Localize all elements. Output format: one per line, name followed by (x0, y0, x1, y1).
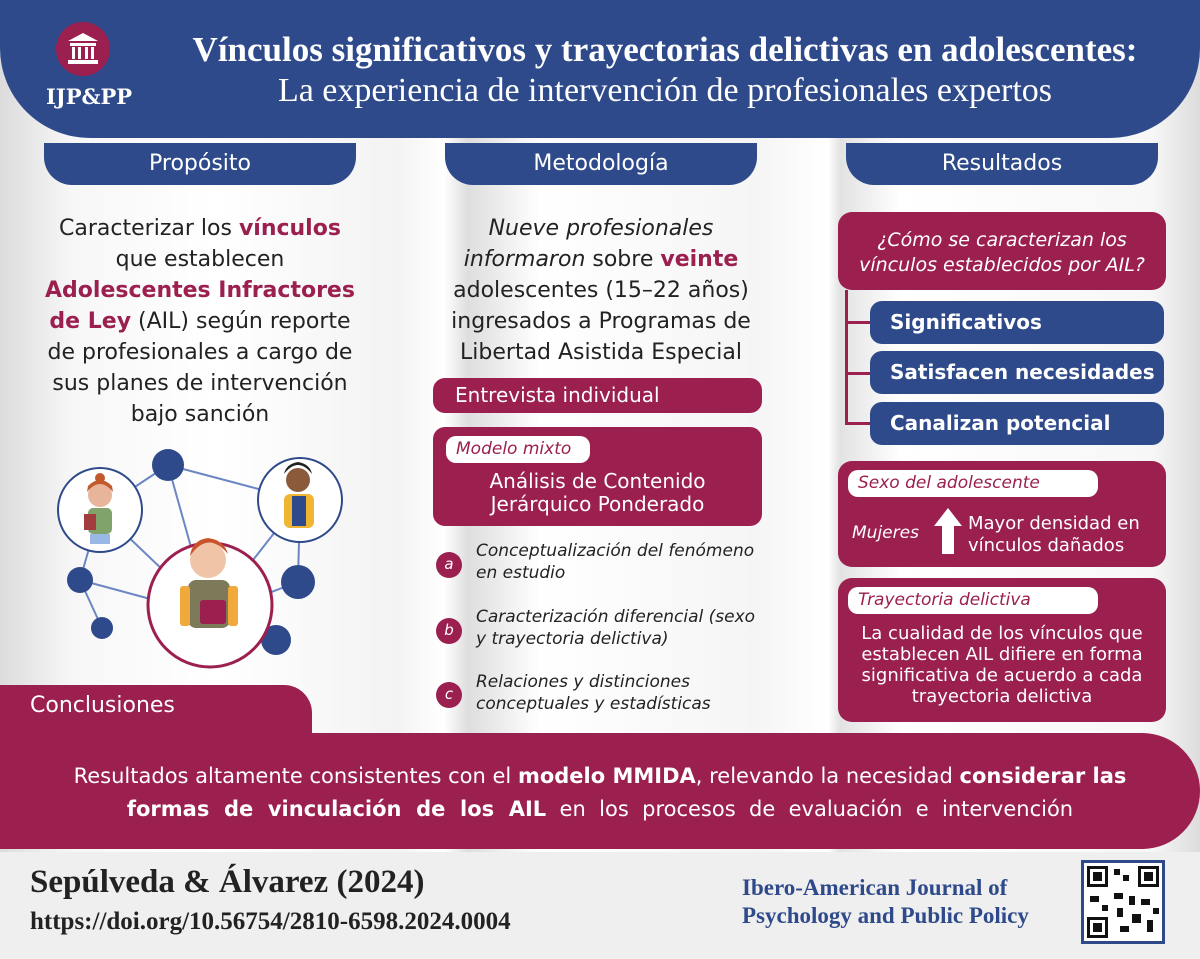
metodologia-l2c: veinte (660, 247, 739, 272)
conclusiones-text (0, 760, 1200, 826)
question-text (838, 228, 1166, 278)
mujeres-label: Mujeres (852, 523, 919, 543)
proposito-t9: bajo sanción (130, 402, 270, 427)
result-item-satisfacen: Satisfacen necesidades (870, 351, 1164, 394)
step-c-bullet: c (436, 682, 462, 708)
modelo-l1: Análisis de Contenido (489, 469, 706, 493)
network-node (67, 567, 93, 593)
modelo-label: Modelo mixto (446, 436, 590, 463)
journal-l2: Psychology and Public Policy (742, 903, 1029, 928)
metodologia-l3: adolescentes (15–22 años) (453, 278, 749, 303)
boy-avatar-center (148, 538, 272, 667)
network-node (281, 565, 315, 599)
sexo-result (968, 513, 1158, 557)
proposito-t4: Adolescentes Infractores (45, 278, 355, 303)
conclusiones-tab: Conclusiones (30, 693, 175, 718)
journal-l1: Ibero-American Journal of (742, 875, 1008, 900)
logo-text: IJP&PP (45, 84, 133, 109)
footer-doi[interactable]: https://doi.org/10.56754/2810-6598.2024.0004 (30, 908, 511, 935)
step-b-l2: y trayectoria delictiva) (476, 629, 669, 649)
title-line-1: Vínculos significativos y trayectorias delictivas en adolescentes: (192, 30, 1138, 69)
footer-journal (742, 874, 1029, 930)
concl-b1: formas de vinculación de los AIL (126, 797, 547, 821)
qr-code-icon (1084, 863, 1162, 941)
proposito-text (24, 213, 376, 430)
network-node (152, 449, 184, 481)
tray-l1: La cualidad de los vínculos que (861, 623, 1143, 644)
network-node (91, 617, 113, 639)
metodologia-l4: ingresados a Programas de (451, 309, 751, 334)
proposito-t2: vínculos (238, 216, 341, 241)
step-b-l1: Caracterización diferencial (sexo (476, 607, 756, 627)
concl-a4: considerar las (959, 764, 1127, 788)
step-b-bullet: b (436, 618, 462, 644)
step-c-l2: conceptuales y estadísticas (476, 694, 711, 714)
building-icon (56, 22, 110, 76)
step-a-text (476, 540, 776, 584)
concl-a3: , relevando la necesidad (695, 764, 960, 788)
proposito-t3: que establecen (115, 247, 285, 272)
metodologia-l5: Libertad Asistida Especial (460, 340, 742, 365)
proposito-t7: de profesionales a cargo de (47, 340, 353, 365)
arrow-up-icon (934, 508, 962, 554)
trayectoria-label: Trayectoria delictiva (848, 587, 1098, 614)
step-a-l1: Conceptualización del fenómeno (476, 541, 755, 561)
connector-branch (845, 321, 873, 324)
concl-a1: Resultados altamente consistentes con el (73, 764, 518, 788)
modelo-text (433, 470, 762, 516)
modelo-l2: Jerárquico Ponderado (490, 492, 705, 516)
step-a-l2: en estudio (476, 563, 566, 583)
metodologia-l1: Nueve profesionales (488, 216, 714, 241)
trayectoria-text (838, 623, 1166, 707)
tab-proposito: Propósito (44, 143, 356, 185)
result-item-significativos: Significativos (870, 301, 1164, 344)
footer-authors: Sepúlveda & Álvarez (2024) (30, 864, 425, 900)
tray-l3: significativa de acuerdo a cada (861, 665, 1143, 686)
question-l1: ¿Cómo se caracterizan los (877, 229, 1127, 251)
boy-avatar-right (258, 458, 342, 542)
tab-metodologia: Metodología (445, 143, 757, 185)
step-c-text (476, 671, 776, 715)
connector-branch (845, 422, 873, 425)
proposito-t8: sus planes de intervención (52, 371, 348, 396)
girl-avatar (58, 468, 142, 552)
step-c-l1: Relaciones y distinciones (476, 672, 690, 692)
tray-l4: trayectoria delictiva (911, 686, 1093, 707)
tray-l2: establecen AIL difiere en forma (861, 644, 1143, 665)
sexo-label: Sexo del adolescente (848, 470, 1098, 497)
metodologia-l2b: sobre (585, 247, 661, 272)
tab-resultados: Resultados (846, 143, 1158, 185)
connector-branch (845, 372, 873, 375)
metodologia-l2a: informaron (463, 247, 586, 272)
question-l2: vínculos establecidos por AIL? (859, 254, 1145, 276)
concl-b2: en los procesos de evaluación e intervención (546, 797, 1074, 821)
proposito-t1: Caracterizar los (59, 216, 239, 241)
entrevista-box: Entrevista individual (433, 378, 762, 413)
qr-code[interactable] (1081, 860, 1165, 944)
step-a-bullet: a (436, 552, 462, 578)
connector-vertical (845, 290, 848, 424)
proposito-t5: de Ley (49, 309, 132, 334)
sexo-l2: vínculos dañados (968, 535, 1125, 556)
proposito-t6: (AIL) según reporte (131, 309, 351, 334)
step-b-text (476, 606, 776, 650)
network-illustration (40, 440, 380, 690)
institution-logo (56, 22, 110, 76)
title-line-2: La experiencia de intervención de profesionales expertos (277, 72, 1053, 109)
concl-a2: modelo MMIDA (517, 764, 696, 788)
sexo-l1: Mayor densidad en (968, 513, 1140, 534)
metodologia-text (420, 213, 782, 368)
result-item-canalizan: Canalizan potencial (870, 402, 1164, 445)
